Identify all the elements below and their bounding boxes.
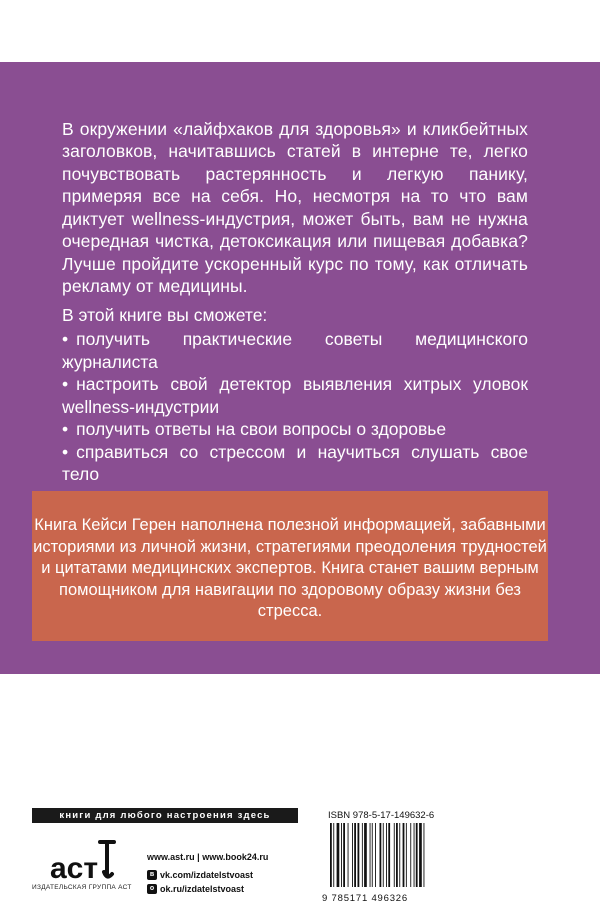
vk-link[interactable] <box>147 870 253 880</box>
description-paragraph: В окружении «лайфхаков для здоровья» и кликбейтных заголовков, начитавшись статей в интерне те, легко почувствовать растерянность и легкую панику, примеряя все на себя. Но, несмотря на то что вам диктует wellness-индустрия, может быть, вам не нужна очередная чистка, детоксикация или пищевая добавка? Лучше пройдите ускоренный курс по тому, как отличать рекламу от медицины. <box>62 118 528 296</box>
benefit-item: • получить практические советы медицинского журналиста <box>62 328 528 373</box>
highlight-text: Книга Кейси Герен наполнена полезной информацией, забавными историями из личной жизни, стратегиями преодоления трудностей и цитатами медицинских экспертов. Книга станет вашим верным помощником для навигации по здоровому образу жизни без стресса. <box>33 516 547 620</box>
ok-link-text: ok.ru/izdatelstvoast <box>160 884 245 894</box>
benefit-item: • получить ответы на свои вопросы о здоровье <box>62 418 528 441</box>
benefits-intro: В этой книге вы сможете: <box>62 305 268 325</box>
website-links[interactable]: www.ast.ru | www.book24.ru <box>147 852 269 862</box>
tagline-banner: книги для любого настроения здесь <box>32 808 298 823</box>
benefit-item: • настроить свой детектор выявления хитрых уловок wellness-индустрии <box>62 373 528 418</box>
barcode-icon <box>328 823 450 895</box>
ok-icon: о <box>147 884 157 894</box>
logo-text: аст <box>50 852 99 885</box>
barcode-number: 9 785171 496326 <box>322 893 408 904</box>
back-cover-panel <box>0 62 600 674</box>
ast-logo-icon <box>44 836 122 888</box>
ok-link[interactable] <box>147 884 244 894</box>
benefits-list <box>62 328 528 486</box>
vk-icon: в <box>147 870 157 880</box>
benefit-item: • справиться со стрессом и научиться слушать свое тело <box>62 441 528 486</box>
isbn-label: ISBN 978-5-17-149632-6 <box>328 810 435 821</box>
publisher-name: ИЗДАТЕЛЬСКАЯ ГРУППА АСТ <box>32 884 132 891</box>
highlight-box <box>32 491 548 641</box>
vk-link-text: vk.com/izdatelstvoast <box>160 870 254 880</box>
